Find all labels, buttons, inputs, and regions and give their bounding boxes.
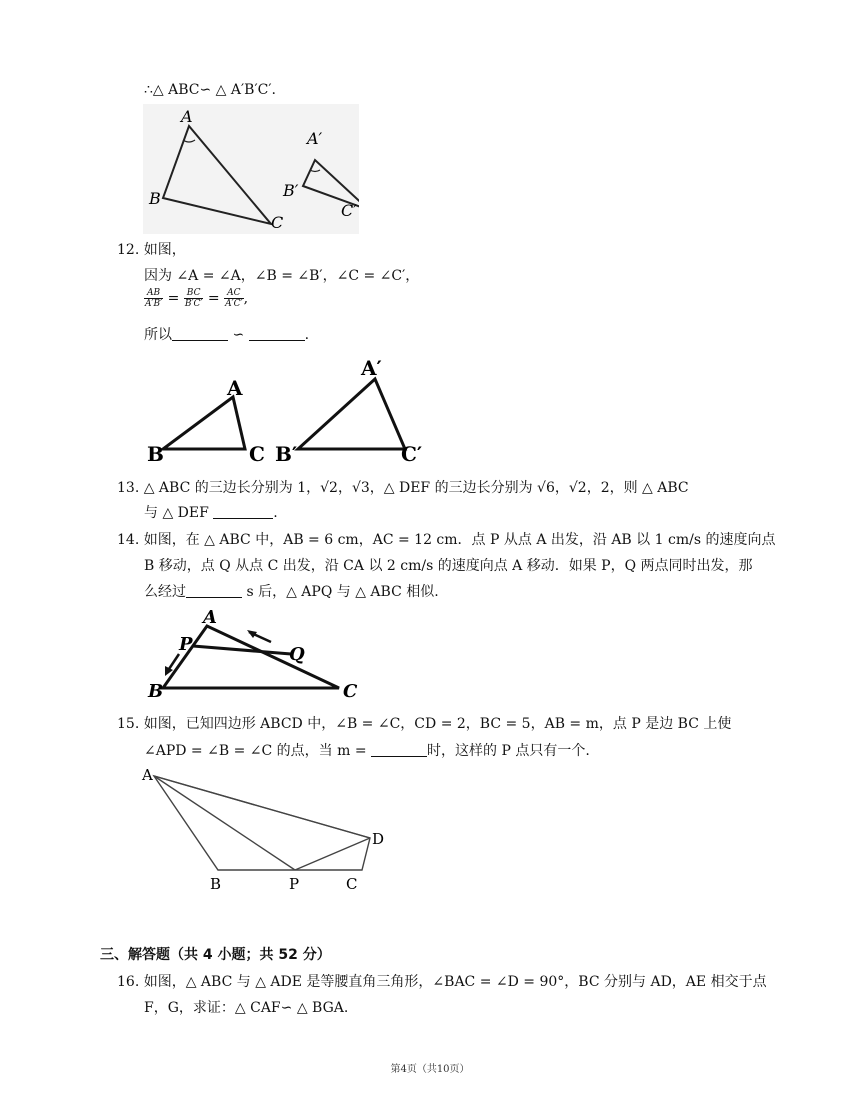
- question-text: 如图，△ ABC 与 △ ADE 是等腰直角三角形，∠BAC = ∠D = 90°，BC 分别与 AD，AE 相交于点: [143, 974, 767, 990]
- question-15-line1: [117, 714, 731, 734]
- comma: ,: [243, 290, 249, 307]
- segment-ap: [154, 776, 295, 870]
- question-text: 如图，在 △ ABC 中，AB = 6 cm，AC = 12 cm．点 P 从点 A 出发，沿 AB 以 1 cm/s 的速度向点: [143, 532, 776, 548]
- triangle-a2b2c2: [298, 379, 405, 449]
- arrow-q-head: [247, 630, 257, 638]
- segment-pd: [295, 838, 370, 870]
- conclusion-line: ∴△ ABC∽ △ A′B′C′.: [144, 82, 276, 98]
- label-a: A: [142, 766, 153, 784]
- fraction-denominator: A′C′: [225, 299, 243, 309]
- question-15-line2: [144, 741, 590, 761]
- label-a: A: [181, 107, 193, 126]
- segment-pq: [193, 646, 291, 654]
- question-number: 14.: [117, 532, 140, 548]
- question-12-intro: [117, 240, 186, 260]
- fraction-ac: [224, 288, 243, 309]
- quadrilateral-abcd: [154, 776, 370, 870]
- question-number: 13.: [117, 480, 140, 496]
- so-prefix: 所以: [144, 327, 172, 343]
- label-b2: B′: [283, 181, 299, 200]
- label-a2: A′: [361, 356, 382, 380]
- question-12-line1: 因为 ∠A = ∠A，∠B = ∠B′，∠C = ∠C′，: [144, 268, 420, 284]
- question-text: 如图，已知四边形 ABCD 中，∠B = ∠C，CD = 2，BC = 5，AB = m，点 P 是边 BC 上使: [143, 716, 732, 732]
- question-text: 么经过: [144, 584, 186, 600]
- section-heading: 三、解答题（共 4 小题；共 52 分）: [100, 947, 331, 963]
- label-b: B: [148, 681, 164, 701]
- label-d: D: [372, 830, 385, 848]
- label-p: P: [289, 875, 300, 893]
- question-14-line2: B 移动，点 Q 从点 C 出发，沿 CA 以 2 cm/s 的速度向点 A 移动．如果 P，Q 两点同时出发，那: [144, 558, 753, 574]
- question-text: s 后，△ APQ 与 △ ABC 相似.: [246, 584, 439, 600]
- question-number: 16.: [117, 974, 140, 990]
- moving-points-figure-14: [143, 606, 368, 701]
- segment-ad: [154, 776, 370, 838]
- similar-triangles-figure-top: [143, 104, 359, 234]
- question-13-line1: [117, 478, 689, 498]
- question-text: 与 △ DEF: [144, 505, 209, 521]
- equals-sign: =: [207, 290, 220, 307]
- question-text: 如图，: [143, 242, 186, 258]
- answer-blank[interactable]: [213, 504, 273, 519]
- figure-background: [143, 104, 359, 234]
- label-a: A: [227, 376, 243, 400]
- question-16-line2: F，G，求证：△ CAF∽ △ BGA.: [144, 1000, 349, 1016]
- answer-blank[interactable]: [186, 583, 242, 598]
- question-16-line1: [117, 972, 767, 992]
- fraction-denominator: B′C′: [184, 299, 203, 309]
- label-b: B: [149, 189, 161, 208]
- fraction-numerator: AC: [224, 288, 243, 299]
- question-text: △ ABC 的三边长分别为 1，√2，√3，△ DEF 的三边长分别为 √6，√2，2，则 △ ABC: [143, 480, 689, 496]
- fraction-numerator: AB: [144, 288, 163, 299]
- label-c: C: [343, 681, 358, 701]
- page-footer: 第4页（共10页）: [390, 1064, 470, 1075]
- label-a: A: [203, 607, 217, 628]
- similar-triangles-figure-12: [143, 355, 433, 470]
- fraction-ab: [144, 288, 163, 309]
- label-c: C: [249, 442, 265, 466]
- label-c: C: [271, 213, 284, 232]
- label-c2: C′: [401, 442, 423, 466]
- question-text: 时，这样的 P 点只有一个.: [427, 743, 590, 759]
- question-text: ∠APD = ∠B = ∠C 的点，当 m =: [144, 743, 367, 759]
- similar-symbol: ∽: [232, 327, 245, 343]
- label-c2: C′: [341, 201, 357, 220]
- question-13-line2: [144, 503, 278, 523]
- label-c: C: [346, 875, 358, 893]
- question-number: 12.: [117, 242, 140, 258]
- question-14-line1: [117, 530, 775, 550]
- question-14-line3: [144, 582, 439, 602]
- label-a2: A′: [307, 129, 323, 148]
- fraction-denominator: A′B′: [145, 299, 163, 309]
- question-12-conclusion: [144, 325, 309, 345]
- question-number: 15.: [117, 716, 140, 732]
- period: .: [304, 327, 310, 343]
- fraction-numerator: BC: [184, 288, 204, 299]
- triangle-abc: [163, 397, 245, 449]
- label-p: P: [179, 634, 193, 655]
- answer-blank[interactable]: [172, 326, 228, 341]
- label-b2: B′: [275, 442, 298, 466]
- answer-blank[interactable]: [249, 326, 305, 341]
- label-b: B: [210, 875, 222, 893]
- equals-sign: =: [167, 290, 180, 307]
- question-12-fractions: [144, 288, 248, 309]
- fraction-bc: [184, 288, 204, 309]
- quadrilateral-figure-15: [140, 764, 390, 896]
- label-q: Q: [289, 644, 305, 665]
- period: .: [273, 505, 278, 521]
- answer-blank[interactable]: [371, 742, 427, 757]
- label-b: B: [147, 442, 164, 466]
